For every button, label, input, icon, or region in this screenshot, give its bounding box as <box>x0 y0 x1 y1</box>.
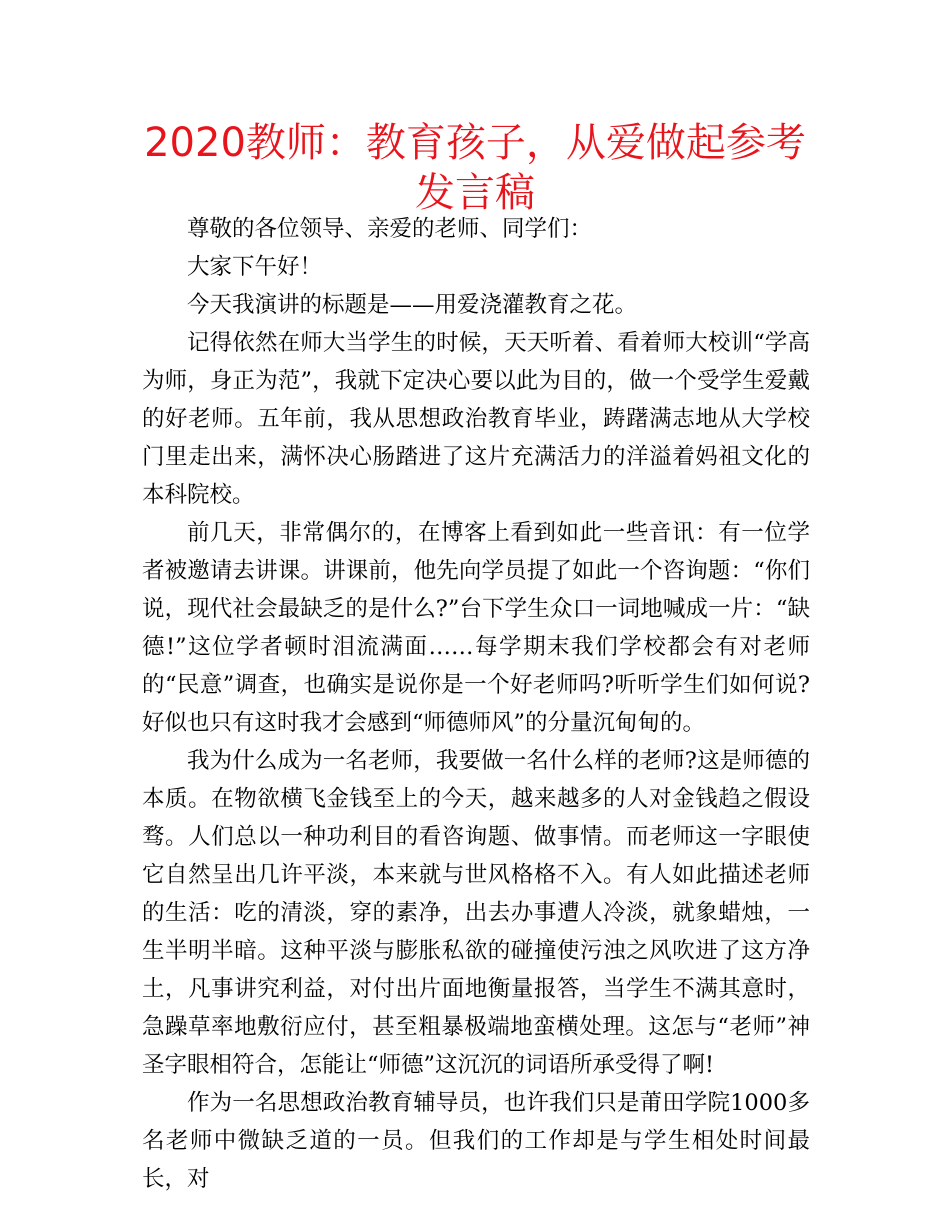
body-paragraph: 记得依然在师大当学生的时候，天天听着、看着师大校训“学高为师，身正为范”，我就下定决心要以此为目的，做一个受学生爱戴的好老师。五年前，我从思想政治教育毕业，踌躇满志地从大学校门里走出来，满怀决心肠踏进了这片充满活力的洋溢着妈祖文化的本科院校。 <box>142 330 810 508</box>
document-title: 2020教师：教育孩子，从爱做起参考发言稿 <box>144 120 806 216</box>
greeting-paragraph: 大家下午好！ <box>187 254 323 280</box>
topic-paragraph: 今天我演讲的标题是——用爱浇灌教育之花。 <box>187 292 638 318</box>
body-paragraph: 我为什么成为一名老师，我要做一名什么样的老师?这是师德的本质。在物欲横飞金钱至上的今天，越来越多的人对金钱趋之假设骛。人们总以一种功利目的看咨询题、做事情。而老师这一字眼使它自然呈出几许平淡，本来就与世风格格不入。有人如此描述老师的生活：吃的清淡，穿的素净，出去办事遭人冷淡，就象蜡烛，一生半明半暗。这种平淡与膨胀私欲的碰撞使污浊之风吹进了这方净土，凡事讲究利益，对付出片面地衡量报答，当学生不满其意时，急躁草率地敷衍应付，甚至粗暴极端地蛮横处理。这怎与“老师”神圣字眼相符合，怎能让“师德”这沉沉的词语所承受得了啊! <box>142 748 810 1078</box>
body-paragraph: 前几天，非常偶尔的，在博客上看到如此一些音讯：有一位学者被邀请去讲课。讲课前，他先向学员提了如此一个咨询题：“你们说，现代社会最缺乏的是什么?”台下学生众口一词地喊成一片：“缺德!”这位学者顿时泪流满面……每学期末我们学校都会有对老师的“民意”调查，也确实是说你是一个好老师吗?听听学生们如何说?好似也只有这时我才会感到“师德师风”的分量沉甸甸的。 <box>142 520 810 736</box>
document-body <box>142 210 810 1198</box>
body-paragraph: 作为一名思想政治教育辅导员，也许我们只是莆田学院1000多名老师中微缺乏道的一员。但我们的工作却是与学生相处时间最长，对 <box>142 1090 810 1192</box>
salutation-paragraph: 尊敬的各位领导、亲爱的老师、同学们： <box>187 216 593 242</box>
